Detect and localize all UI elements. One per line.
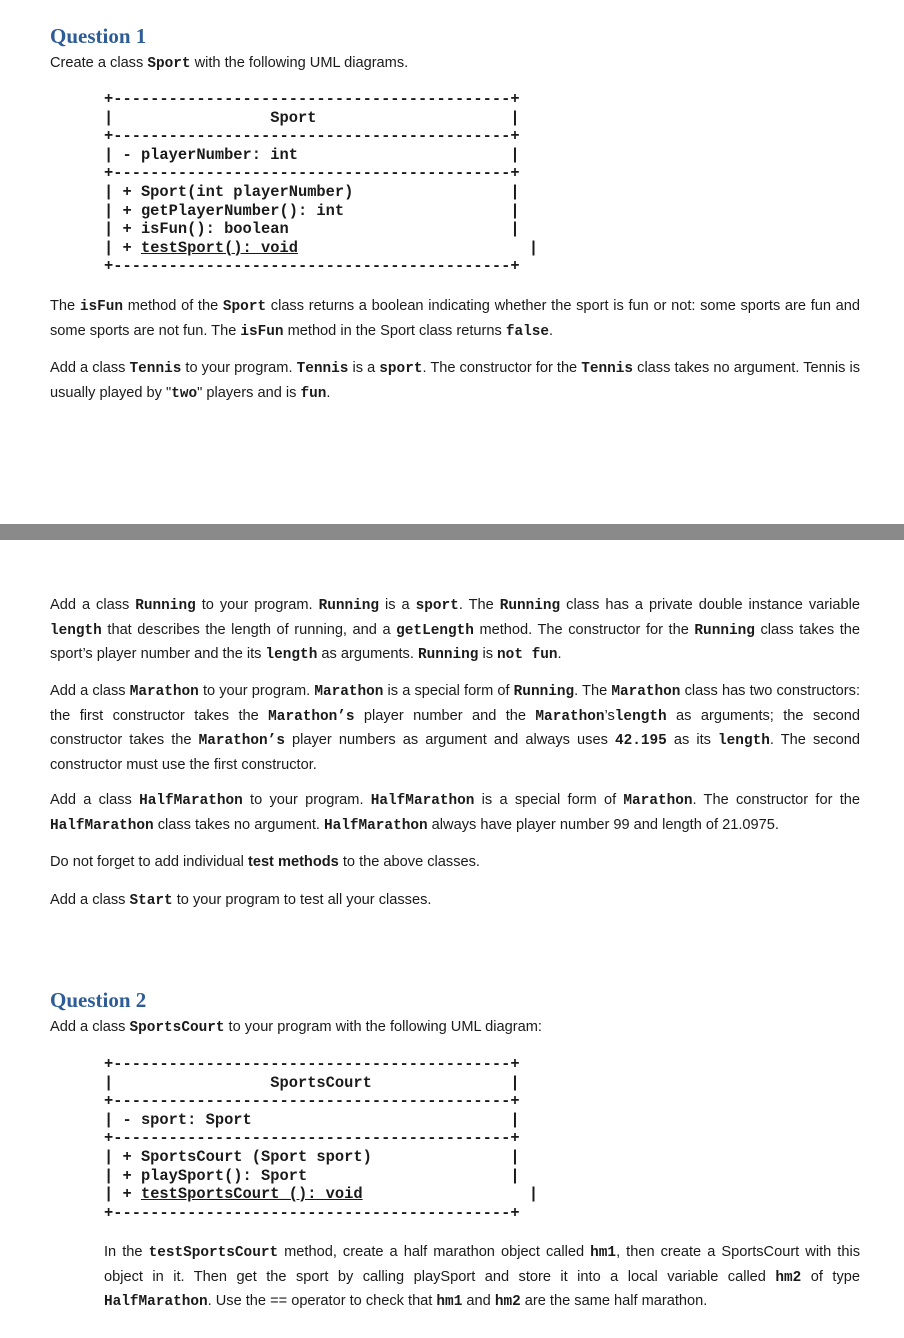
question-2-intro: Add a class SportsCourt to your program with the following UML diagram: — [50, 1019, 542, 1036]
marathon-paragraph: Add a class Marathon to your program. Marathon is a special form of Running. The Marathon class has two constructors: the first constructor takes the Marathon’s player number and the Marathon’slength as arguments; the second constructor takes the Marathon’s player numbers as argument and always uses 42.195 as its length. The second constructor must use the first constructor. — [50, 683, 861, 773]
question-1-heading: Question 1 — [50, 24, 147, 48]
isfun-paragraph: The isFun method of the Sport class returns a boolean indicating whether the sport is fun or not: some sports are fun and some sports are not fun. The isFun method in the Sport class returns false. — [50, 298, 861, 340]
sport-uml-diagram: +-------------------------------------------+ | Sport | +-------------------------------------------+ | - playerNumber: int | +-------------------------------------------+ | + Sport(int playerNumber) | | + getPlayerNumber(): int | | + isFun(): boolean | | + testSport(): void | +-------------------------------------------+ — [104, 90, 539, 276]
question-1-intro: Create a class Sport with the following UML diagrams. — [50, 55, 409, 72]
question-2-heading: Question 2 — [50, 988, 147, 1012]
tennis-paragraph: Add a class Tennis to your program. Tennis is a sport. The constructor for the Tennis class takes no argument. Tennis is usually played by "two" players and is fun. — [50, 360, 861, 402]
page-divider — [0, 524, 904, 540]
halfmarathon-paragraph: Add a class HalfMarathon to your program. HalfMarathon is a special form of Marathon. The constructor for the HalfMarathon class takes no argument. HalfMarathon always have player number 99 and length of 21.0975. — [50, 792, 860, 834]
sportscourt-test-paragraph: In the testSportsCourt method, create a half marathon object called hm1, then create a SportsCourt with this object in it. Then get the sport by calling playSport and store it into a local variable called hm2 of type HalfMarathon. Use the == operator to check that hm1 and hm2 are the same half marathon. — [104, 1244, 860, 1310]
running-paragraph: Add a class Running to your program. Running is a sport. The Running class has a private double instance variable length that describes the length of running, and a getLength method. The constructor for the Running class takes the sport’s player number and the its length as arguments. Running is not fun. — [50, 597, 860, 663]
sportscourt-uml-diagram: +-------------------------------------------+ | SportsCourt | +-------------------------------------------+ | - sport: Sport | +-------------------------------------------+ | + SportsCourt (Sport sport) | | + playSport(): Sport | | + testSportsCourt_(): void | +-------------------------------------------+ — [104, 1055, 539, 1222]
test-methods-paragraph: Do not forget to add individual test methods to the above classes. — [50, 854, 480, 870]
start-class-paragraph: Add a class Start to your program to test all your classes. — [50, 892, 432, 909]
